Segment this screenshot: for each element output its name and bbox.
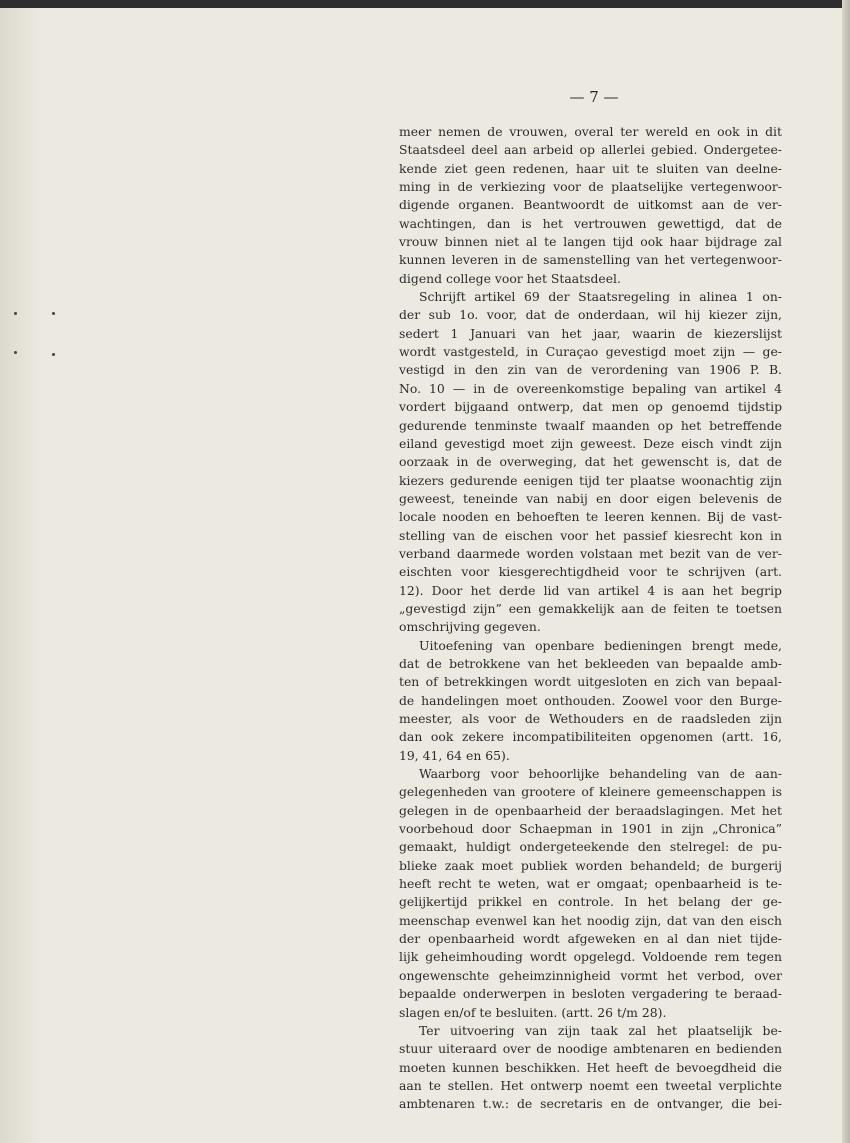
text-line: ambtenaren t.w.: de secretaris en de ontvanger, die bei-	[399, 1096, 782, 1112]
text-line: voorbehoud door Schaepman in 1901 in zijn „Chronica”	[399, 821, 782, 837]
text-line: oorzaak in de overweging, dat het gewenscht is, dat de	[399, 454, 782, 470]
text-line: vordert bijgaand ontwerp, dat men op genoemd tijdstip	[399, 399, 782, 415]
text-line: meenschap evenwel kan het noodig zijn, dat van den eisch	[399, 912, 782, 928]
text-line: digend college voor het Staatsdeel.	[399, 270, 621, 286]
text-line: eiland gevestigd moet zijn geweest. Deze eisch vindt zijn	[399, 435, 782, 451]
text-line: locale nooden en behoeften te leeren kennen. Bij de vast-	[399, 509, 782, 525]
margin-mark	[52, 312, 55, 315]
text-line: der openbaarheid wordt afgeweken en al dan niet tijde-	[399, 931, 782, 947]
text-line: 19, 41, 64 en 65).	[399, 747, 510, 763]
text-line: stelling van de eischen voor het passief kiesrecht kon in	[399, 527, 782, 543]
text-line: ten of betrekkingen wordt uitgesloten en zich van bepaal-	[399, 674, 782, 690]
text-line: gedurende tenminste twaalf maanden op het betreffende	[399, 417, 782, 433]
text-line: gelijkertijd prikkel en controle. In het belang der ge-	[399, 894, 782, 910]
text-line: Staatsdeel deel aan arbeid op allerlei gebied. Ondergetee-	[399, 142, 782, 158]
body-text	[399, 123, 782, 1114]
text-line: dan ook zekere incompatibiliteiten opgenomen (artt. 16,	[399, 729, 782, 745]
text-line: ming in de verkiezing voor de plaatselijke vertegenwoor-	[399, 179, 782, 195]
text-line: stuur uiteraard over de noodige ambtenaren en bedienden	[399, 1041, 782, 1057]
binding-shadow	[0, 8, 40, 1143]
text-line: vrouw binnen niet al te langen tijd ook haar bijdrage zal	[399, 234, 782, 250]
page-right-edge	[842, 0, 850, 1143]
text-line: wordt vastgesteld, in Curaçao gevestigd moet zijn — ge-	[399, 344, 782, 360]
text-line: vestigd in den zin van de verordening van 1906 P. B.	[399, 362, 782, 378]
text-line: gelegenheden van grootere of kleinere gemeenschappen is	[399, 784, 782, 800]
text-line: digende organen. Beantwoordt de uitkomst aan de ver-	[399, 197, 782, 213]
text-line: dat de betrokkene van het bekleeden van bepaalde amb-	[399, 655, 782, 671]
text-line: kiezers gedurende eenigen tijd ter plaatse woonachtig zijn	[399, 472, 782, 488]
text-line: der sub 1o. voor, dat de onderdaan, wil hij kiezer zijn,	[399, 307, 782, 323]
text-line: Schrijft artikel 69 der Staatsregeling in alinea 1 on-	[419, 289, 782, 305]
scan-top-border	[0, 0, 850, 8]
page-number: — 7 —	[569, 88, 619, 106]
margin-mark	[14, 351, 17, 354]
text-line: omschrijving gegeven.	[399, 619, 541, 635]
text-line: eischten voor kiesgerechtigdheid voor te schrijven (art.	[399, 564, 782, 580]
text-line: slagen en/of te besluiten. (artt. 26 t/m 28).	[399, 1004, 667, 1020]
text-line: ongewenschte geheimzinnigheid vormt het verbod, over	[399, 967, 782, 983]
text-line: wachtingen, dan is het vertrouwen gewettigd, dat de	[399, 215, 782, 231]
text-line: blieke zaak moet publiek worden behandeld; de burgerij	[399, 857, 782, 873]
text-line: kunnen leveren in de samenstelling van het vertegenwoor-	[399, 252, 782, 268]
text-line: heeft recht te weten, wat er omgaat; openbaarheid is te-	[399, 876, 782, 892]
text-line: sedert 1 Januari van het jaar, waarin de kiezerslijst	[399, 325, 782, 341]
text-line: verband daarmede worden volstaan met bezit van de ver-	[399, 545, 782, 561]
text-line: 12). Door het derde lid van artikel 4 is aan het begrip	[399, 582, 782, 598]
margin-mark	[52, 353, 55, 356]
text-line: „gevestigd zijn” een gemakkelijk aan de feiten te toetsen	[399, 600, 782, 616]
text-line: gemaakt, huldigt ondergeteekende den stelregel: de pu-	[399, 839, 782, 855]
text-line: de handelingen moet onthouden. Zoowel voor den Burge-	[399, 692, 782, 708]
text-line: moeten kunnen beschikken. Het heeft de bevoegdheid die	[399, 1059, 782, 1075]
text-line: bepaalde onderwerpen in besloten vergadering te beraad-	[399, 986, 782, 1002]
text-line: lijk geheimhouding wordt opgelegd. Voldoende rem tegen	[399, 949, 782, 965]
text-line: meer nemen de vrouwen, overal ter wereld en ook in dit	[399, 124, 782, 139]
text-line: Ter uitvoering van zijn taak zal het plaatselijk be-	[419, 1022, 782, 1038]
text-line: Waarborg voor behoorlijke behandeling van de aan-	[419, 766, 782, 782]
text-line: No. 10 — in de overeenkomstige bepaling van artikel 4	[399, 380, 782, 396]
text-line: Uitoefening van openbare bedieningen brengt mede,	[419, 637, 782, 653]
margin-mark	[14, 312, 17, 315]
text-line: meester, als voor de Wethouders en de raadsleden zijn	[399, 711, 782, 726]
text-line: kende ziet geen redenen, haar uit te sluiten van deelne-	[399, 160, 782, 176]
text-line: gelegen in de openbaarheid der beraadslagingen. Met het	[399, 802, 782, 818]
text-line: aan te stellen. Het ontwerp noemt een tweetal verplichte	[399, 1077, 782, 1093]
text-line: geweest, teneinde van nabij en door eigen belevenis de	[399, 490, 782, 506]
